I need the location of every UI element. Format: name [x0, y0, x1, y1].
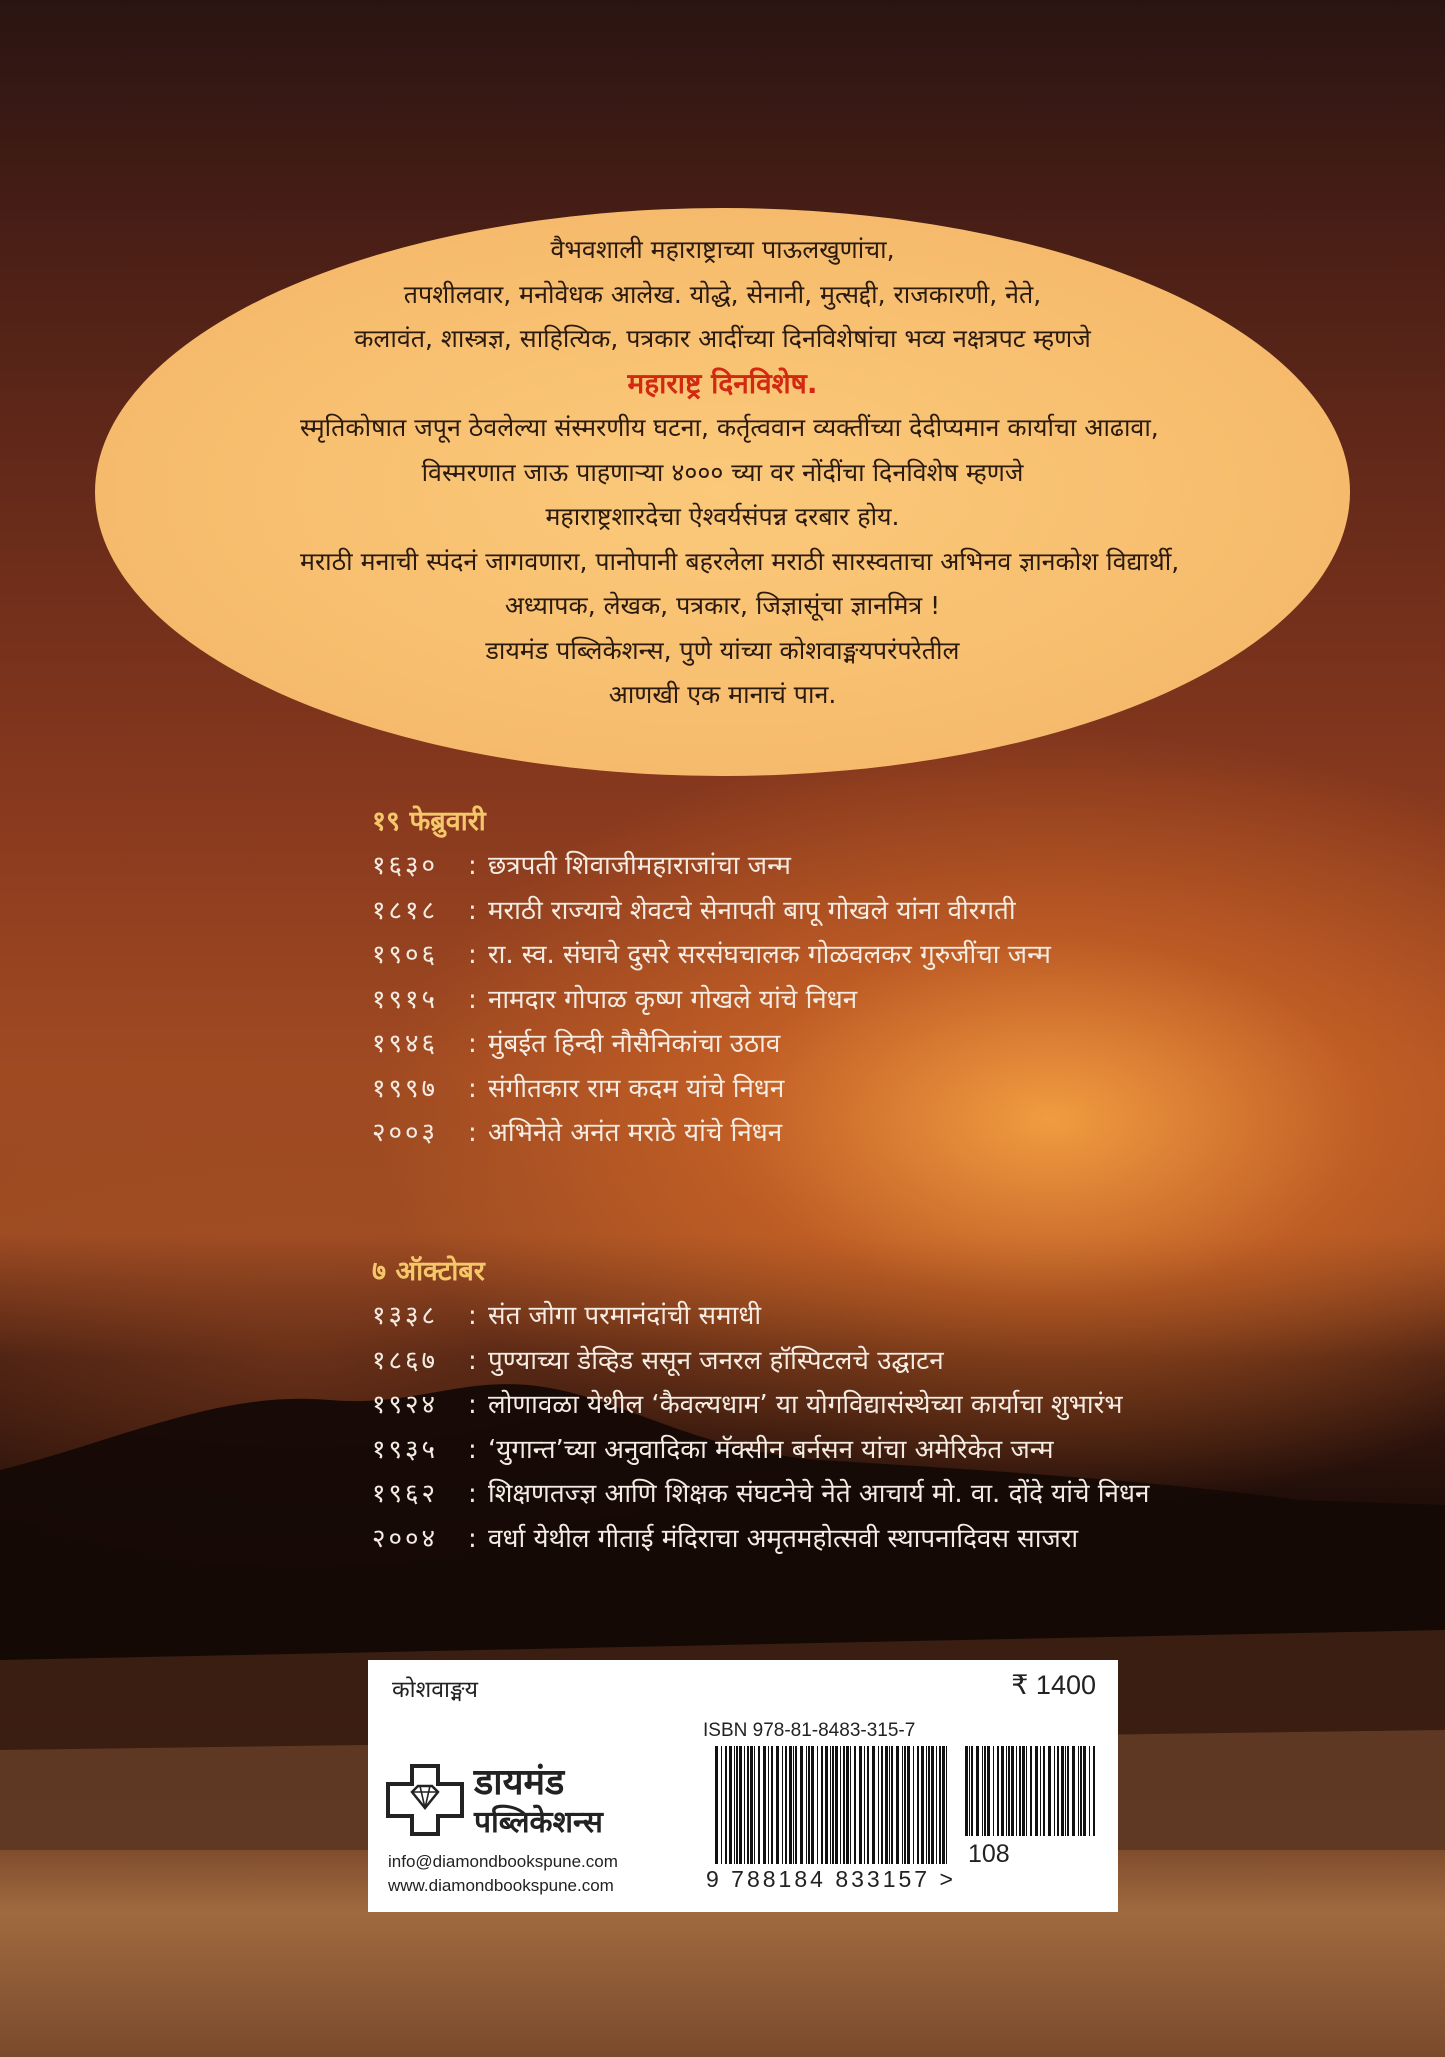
event-row: [372, 1472, 1149, 1517]
barcode-bar: [830, 1746, 831, 1864]
barcode-bar: [768, 1746, 769, 1864]
barcode-bar: [926, 1746, 927, 1864]
event-year: १९४६: [372, 1029, 439, 1059]
barcode-bar: [1008, 1746, 1010, 1836]
barcode-bar: [984, 1746, 986, 1836]
event-text: अभिनेते अनंत मराठे यांचे निधन: [488, 1118, 783, 1148]
barcode-bar: [843, 1746, 845, 1864]
barcode-bar: [782, 1746, 783, 1864]
barcode-bar: [1022, 1746, 1025, 1836]
event-row: [372, 1294, 1149, 1339]
barcode-bar: [969, 1746, 970, 1836]
event-year: १८१८: [372, 895, 439, 926]
barcode-bar: [1057, 1746, 1059, 1836]
event-text: संगीतकार राम कदम यांचे निधन: [488, 1073, 785, 1104]
barcode-bar: [1080, 1746, 1082, 1836]
event-text: संत जोगा परमानंदांची समाधी: [488, 1301, 762, 1331]
barcode-bar: [750, 1746, 753, 1864]
barcode-bar: [846, 1746, 849, 1864]
event-row: [372, 844, 1051, 889]
barcode-bar: [1001, 1746, 1004, 1836]
barcode-bar: [734, 1746, 735, 1864]
barcode-bar: [939, 1746, 941, 1864]
barcode-bar: [1040, 1746, 1041, 1836]
barcode-bar: [928, 1746, 930, 1864]
event-row: [372, 889, 1051, 934]
event-colon: :: [468, 1345, 477, 1376]
description-line: वैभवशाली महाराष्ट्राच्या पाऊलखुणांचा,: [550, 235, 895, 264]
barcode-bar: [1026, 1746, 1027, 1836]
event-text: लोणावळा येथील ‘कैवल्यधाम’ या योगविद्यासंस्थेच्या कार्याचा शुभारंभ: [488, 1390, 1123, 1420]
barcode-bar: [789, 1746, 792, 1864]
barcode-bar: [1093, 1746, 1095, 1836]
barcode-bar: [1067, 1746, 1069, 1836]
event-text: छत्रपती शिवाजीमहाराजांचा जन्म: [488, 851, 791, 881]
event-colon: :: [468, 940, 477, 970]
event-colon: :: [468, 1523, 477, 1554]
barcode-bar: [832, 1746, 834, 1864]
event-year: १९६२: [372, 1479, 439, 1509]
event-text: पुण्याच्या डेव्हिड ससून जनरल हॉस्पिटलचे उद्घाटन: [488, 1345, 944, 1376]
isbn-barcode: [713, 1746, 953, 1864]
barcode-bar: [725, 1746, 727, 1864]
barcode-bar: [881, 1746, 883, 1864]
barcode-bar: [997, 1746, 999, 1836]
website-link[interactable]: www.diamondbookspune.com: [388, 1876, 614, 1895]
event-colon: :: [468, 984, 477, 1015]
publisher-info-box: [368, 1660, 1118, 1912]
barcode-bar: [1065, 1746, 1066, 1836]
event-text: मराठी राज्याचे शेवटचे सेनापती बापू गोखले यांना वीरगती: [488, 895, 1016, 926]
addon-code: 108: [968, 1840, 1010, 1868]
barcode-bar: [872, 1746, 875, 1864]
feb-heading: १९ फेब्रुवारी: [372, 806, 486, 837]
event-text: शिक्षणतज्ज्ञ आणि शिक्षक संघटनेचे नेते आचार्य मो. वा. दोंदे यांचे निधन: [488, 1479, 1150, 1509]
barcode-bar: [840, 1746, 841, 1864]
event-colon: :: [468, 1479, 477, 1509]
barcode-bar: [1016, 1746, 1017, 1836]
barcode-bar: [793, 1746, 794, 1864]
event-year: १९२४: [372, 1390, 439, 1420]
barcode-bar: [754, 1746, 755, 1864]
price-label: ₹ 1400: [1011, 1670, 1096, 1700]
barcode-bar: [885, 1746, 888, 1864]
barcode-bar: [825, 1746, 828, 1864]
barcode-bar: [808, 1746, 810, 1864]
barcode-bar: [854, 1746, 856, 1864]
event-year: १९१५: [372, 984, 439, 1015]
event-row: [372, 1428, 1149, 1473]
event-row: [372, 1383, 1149, 1428]
barcode-bar: [976, 1746, 979, 1836]
event-colon: :: [468, 851, 477, 881]
description-line: विस्मरणात जाऊ पाहणाऱ्या ४००० च्या वर नोंदींचा दिनविशेष म्हणजे: [421, 457, 1024, 487]
event-year: १८६७: [372, 1345, 439, 1376]
barcode-bar: [1083, 1746, 1086, 1836]
event-year: १९०६: [372, 940, 439, 970]
barcode-bar: [982, 1746, 983, 1836]
barcode-bar: [721, 1746, 722, 1864]
event-text: नामदार गोपाळ कृष्ण गोखले यांचे निधन: [488, 984, 858, 1015]
oct-section: [372, 1250, 1149, 1561]
event-text: वर्धा येथील गीताई मंदिराचा अमृतमहोत्सवी स्थापनादिवस साजरा: [488, 1523, 1079, 1554]
event-colon: :: [468, 1301, 477, 1331]
description-text: [300, 228, 1180, 718]
barcode-bar: [771, 1746, 773, 1864]
barcode-bar: [907, 1746, 910, 1864]
barcode-bar: [902, 1746, 903, 1864]
event-year: १९९७: [372, 1073, 439, 1104]
publisher-logo: [382, 1760, 712, 1840]
description-line: मराठी मनाची स्पंदनं जागवणारा, पानोपानी बहरलेला मराठी सारस्वताचा अभिनव ज्ञानकोश विद्यार्थी,: [300, 546, 1180, 576]
category-label: कोशवाङ्मय: [392, 1677, 478, 1703]
barcode-bar: [864, 1746, 865, 1864]
barcode-bar: [835, 1746, 838, 1864]
barcode-digits: 9 788184 833157 >: [706, 1866, 956, 1892]
barcode-bar: [1035, 1746, 1038, 1836]
barcode-bar: [987, 1746, 990, 1836]
barcode-bar: [931, 1746, 934, 1864]
barcode-bar: [729, 1746, 732, 1864]
event-colon: :: [468, 1073, 477, 1104]
oct-heading: ७ ऑक्टोबर: [372, 1256, 485, 1287]
barcode-bar: [936, 1746, 937, 1864]
barcode-bar: [1048, 1746, 1051, 1836]
barcode-bar: [739, 1746, 742, 1864]
barcode-bar: [896, 1746, 899, 1864]
barcode-bar: [859, 1746, 862, 1864]
barcode-bar: [821, 1746, 823, 1864]
barcode-bar: [811, 1746, 814, 1864]
barcode-bar: [758, 1746, 760, 1864]
description-line: कलावंत, शास्त्रज्ञ, साहित्यिक, पत्रकार आदींच्या दिनविशेषांचा भव्य नक्षत्रपट म्हणजे: [354, 324, 1091, 353]
barcode-bar: [776, 1746, 779, 1864]
publisher-name-line1: डायमंड: [474, 1762, 565, 1803]
event-row: [372, 1111, 1051, 1156]
barcode-bar: [889, 1746, 890, 1864]
book-title: महाराष्ट्र दिनविशेष.: [627, 366, 818, 400]
barcode-bar: [795, 1746, 797, 1864]
barcode-bar: [747, 1746, 749, 1864]
barcode-bar: [1006, 1746, 1007, 1836]
event-year: १६३०: [372, 851, 439, 881]
barcode-bar: [736, 1746, 738, 1864]
addon-barcode: [963, 1746, 1098, 1836]
event-text: ‘युगान्त’च्या अनुवादिका मॅक्सीन बर्नसन यांचा अमेरिकेत जन्म: [488, 1434, 1054, 1465]
event-text: रा. स्व. संघाचे दुसरे सरसंघचालक गोळवलकर गुरुजींचा जन्म: [488, 940, 1051, 970]
event-row: [372, 1022, 1051, 1067]
barcode-bar: [715, 1746, 718, 1864]
publisher-name-line2: पब्लिकेशन्स: [474, 1805, 603, 1840]
barcode-bar: [1030, 1746, 1032, 1836]
event-year: २००३: [372, 1118, 439, 1148]
event-colon: :: [468, 1118, 477, 1148]
barcode-bar: [867, 1746, 869, 1864]
event-colon: :: [468, 1029, 477, 1059]
barcode-bar: [1043, 1746, 1045, 1836]
barcode-bar: [946, 1746, 947, 1864]
barcode-bar: [850, 1746, 851, 1864]
barcode-bar: [1089, 1746, 1090, 1836]
barcode-bar: [1072, 1746, 1075, 1836]
event-year: २००४: [372, 1523, 439, 1554]
barcode-bar: [942, 1746, 945, 1864]
barcode-bar: [971, 1746, 973, 1836]
description-line: अध्यापक, लेखक, पत्रकार, जिज्ञासूंचा ज्ञानमित्र !: [504, 591, 941, 620]
barcode-bar: [1011, 1746, 1014, 1836]
event-colon: :: [468, 1390, 477, 1420]
barcode-bar: [993, 1746, 994, 1836]
event-row: [372, 1517, 1149, 1562]
barcode-bar: [806, 1746, 807, 1864]
barcode-bar: [1061, 1746, 1064, 1836]
barcode-bar: [921, 1746, 924, 1864]
event-row: [372, 1067, 1051, 1112]
event-colon: :: [468, 895, 477, 926]
description-line: डायमंड पब्लिकेशन्स, पुणे यांच्या कोशवाङ्मयपरंपरेतील: [485, 635, 960, 665]
barcode-bar: [817, 1746, 818, 1864]
barcode-bar: [785, 1746, 787, 1864]
description-line: स्मृतिकोषात जपून ठेवलेल्या संस्मरणीय घटना, कर्तृत्ववान व्यक्तींच्या देदीप्यमान कार्याचा आढावा,: [300, 413, 1159, 442]
description-line: तपशीलवार, मनोवेधक आलेख. योद्धे, सेनानी, मुत्सद्दी, राजकारणी, नेते,: [403, 279, 1042, 309]
barcode-bar: [965, 1746, 968, 1836]
barcode-bar: [1078, 1746, 1079, 1836]
barcode-bar: [878, 1746, 879, 1864]
event-row: [372, 978, 1051, 1023]
barcode-bar: [744, 1746, 745, 1864]
isbn-label: ISBN 978-81-8483-315-7: [703, 1720, 916, 1741]
description-line: आणखी एक मानाचं पान.: [608, 680, 837, 709]
event-year: १३३८: [372, 1301, 439, 1331]
barcode-bar: [800, 1746, 803, 1864]
event-year: १९३५: [372, 1434, 439, 1465]
event-row: [372, 1339, 1149, 1384]
diamond-emblem-icon: [386, 1764, 464, 1836]
barcode-bar: [904, 1746, 906, 1864]
barcode-bar: [1054, 1746, 1055, 1836]
event-row: [372, 933, 1051, 978]
barcode-bar: [913, 1746, 914, 1864]
barcode-bar: [917, 1746, 919, 1864]
feb-section: [372, 800, 1051, 1156]
event-text: मुंबईत हिन्दी नौसैनिकांचा उठाव: [488, 1029, 781, 1059]
barcode-bar: [1019, 1746, 1021, 1836]
email-link[interactable]: info@diamondbookspune.com: [388, 1852, 618, 1871]
event-colon: :: [468, 1434, 477, 1465]
description-line: महाराष्ट्रशारदेचा ऐश्वर्यसंपन्न दरबार होय.: [545, 502, 900, 531]
barcode-bar: [763, 1746, 766, 1864]
barcode-bar: [891, 1746, 893, 1864]
